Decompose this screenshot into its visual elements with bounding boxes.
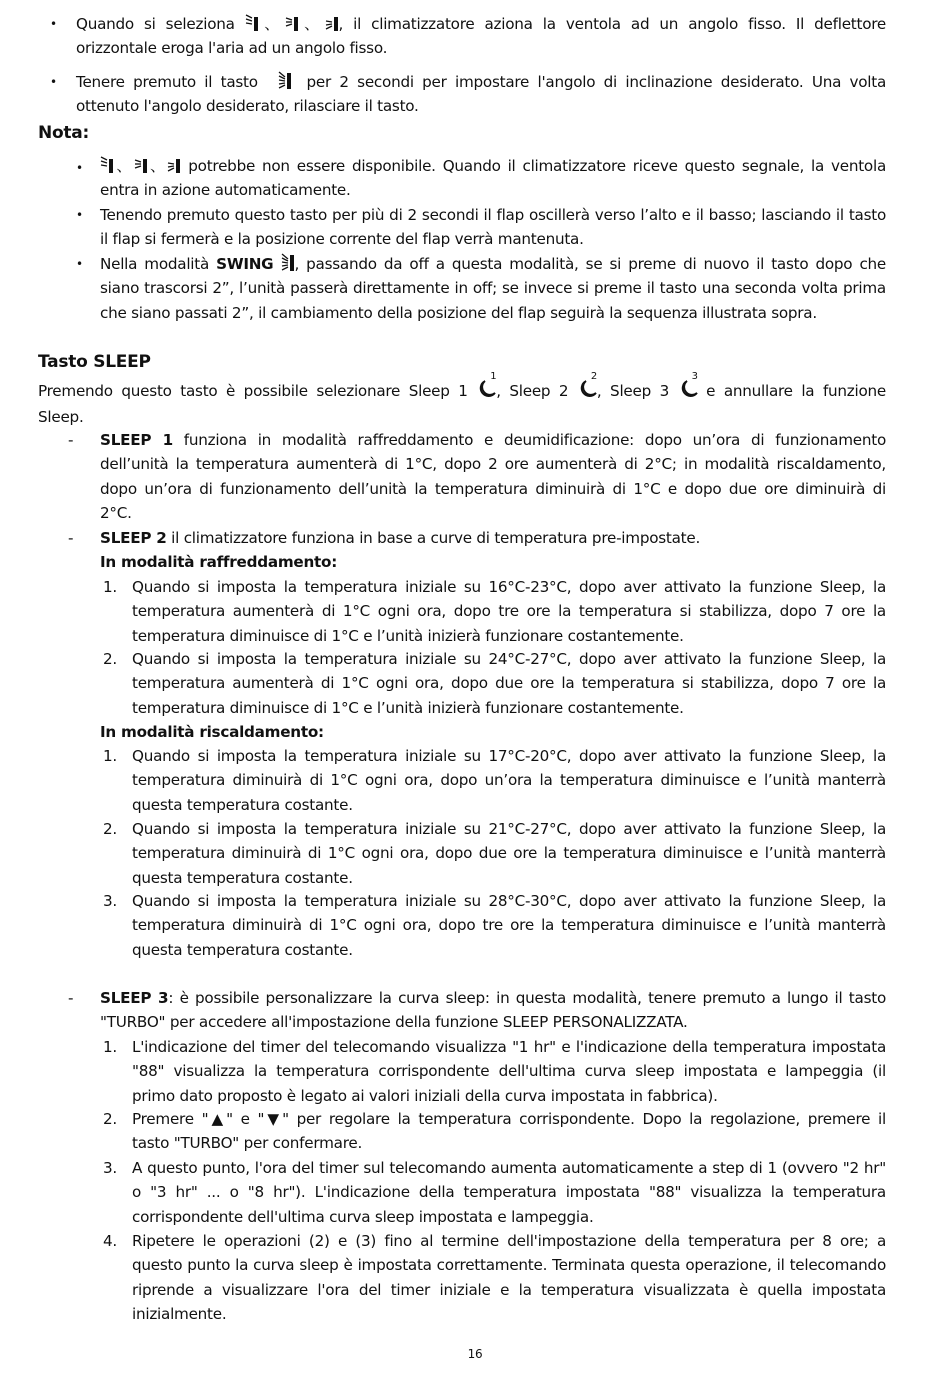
bullet-dot: • (50, 17, 57, 31)
cooling-item-2 (132, 647, 886, 720)
swing-up-icon (245, 12, 259, 32)
bullet-dot: • (76, 161, 83, 175)
sleep-intro-text: e annullare la funzione (697, 382, 886, 400)
bullet-text: per 2 secondi per impostare l'angolo di inclinazione desiderato. Una volta (298, 73, 887, 91)
icon-separator: 、 (258, 15, 285, 33)
nota-text: che siano passati 2”, il cambiamento della posizione del flap seguirà la sequenza illustrata sopra. (100, 303, 817, 322)
sleep-intro-text: , Sleep 2 (496, 382, 569, 400)
list-text: temperatura aumenterà di 1°C ogni ora, dopo due ore la temperatura si stabilizza, dopo 7 ore la (132, 674, 886, 693)
bullet-item-fixed-angle (76, 12, 886, 61)
list-text: temperatura diminuirà di 1°C ogni ora, dopo un’ora la temperatura diminuisce e l’unità manterrà (132, 771, 886, 790)
swing-all-icon (281, 252, 295, 272)
icon-separator: 、 (147, 157, 168, 175)
page-number: 16 (467, 1347, 483, 1361)
list-text: temperatura diminuirà di 1°C ogni ora, dopo tre ore la temperatura diminuisce e l’unità manterrà (132, 916, 886, 935)
sleep-intro-text: , Sleep 3 (596, 382, 669, 400)
moon-number: 1 (490, 371, 497, 382)
list-text: Ripetere le operazioni (2) e (3) fino al termine dell'impostazione della temperatura per 8 ore; a (132, 1232, 886, 1250)
sleep-1-text: funziona in modalità raffreddamento e deumidificazione: dopo un’ora di funzionamento (172, 431, 887, 449)
heating-mode-heading: In modalità riscaldamento: (100, 723, 324, 741)
bullet-item-hold-angle (76, 70, 886, 119)
list-text: Quando si imposta la temperatura iniziale su 17°C-20°C, dopo aver attivato la funzione Sleep, la (132, 747, 886, 765)
list-text: temperatura diminuisce di 1°C e l’unità inizierà funzionare costantemente. (132, 698, 684, 717)
dash-marker: - (68, 989, 74, 1007)
cooling-mode-heading: In modalità raffreddamento: (100, 553, 338, 572)
swing-middle-icon (134, 154, 148, 174)
sleep-3-step-3 (132, 1156, 886, 1229)
sleep-1-section (100, 428, 886, 526)
sleep-2-text: il climatizzatore funziona in base a curve di temperatura pre-impostate. (166, 529, 701, 547)
list-text: L'indicazione del timer del telecomando visualizza "1 hr" e l'indicazione della temperatura impostata (132, 1038, 886, 1056)
sleep-heading: Tasto SLEEP (38, 352, 151, 372)
list-number: 1. (103, 1038, 117, 1056)
bullet-dot: • (76, 257, 83, 271)
sleep-1-text: dell’unità la temperatura aumenterà di 1°C, dopo 2 ore aumenterà di 2°C; in modalità riscaldamento, (100, 455, 886, 474)
nota-item-swing-mode (100, 252, 886, 325)
list-text: "88" visualizza la temperatura corrispondente dell'ultima curva sleep impostata e lampeggia (il (132, 1062, 886, 1081)
list-text: Quando si imposta la temperatura iniziale su 16°C-23°C, dopo aver attivato la funzione Sleep, la (132, 578, 886, 596)
sleep-3-step-4 (132, 1229, 886, 1327)
sleep-2-label: SLEEP 2 (100, 529, 167, 547)
bullet-text: ottenuto l'angolo desiderato, rilasciare il tasto. (76, 97, 419, 116)
nota-text: Nella modalità (100, 255, 217, 273)
list-number: 1. (103, 578, 117, 596)
list-text: o "3 hr" ... o "8 hr"). L'indicazione della temperatura impostata "88" visualizza la temperatura (132, 1183, 886, 1202)
heating-item-3 (132, 889, 886, 962)
nota-item-availability (100, 154, 886, 203)
swing-mode-label: SWING (216, 255, 274, 273)
list-text: tasto "TURBO" per confermare. (132, 1134, 363, 1153)
bullet-text: , il climatizzatore aziona la ventola ad un angolo fisso. Il deflettore (338, 15, 887, 33)
dash-marker: - (68, 431, 74, 449)
list-text: Quando si imposta la temperatura iniziale su 21°C-27°C, dopo aver attivato la funzione Sleep, la (132, 820, 886, 838)
bullet-text: Quando si seleziona (76, 15, 235, 33)
list-number: 3. (103, 1159, 117, 1177)
sleep-1-text: 2°C. (100, 504, 132, 523)
icon-separator: 、 (298, 15, 325, 33)
sleep-3-section (100, 986, 886, 1035)
bullet-dot: • (76, 208, 83, 222)
list-number: 2. (103, 650, 117, 668)
list-number: 2. (103, 820, 117, 838)
nota-text: il flap si fermerà e la posizione corrente del flap verrà mantenuta. (100, 230, 584, 249)
sleep-3-text: : è possibile personalizzare la curva sleep: in questa modalità, tenere premuto a lungo il tasto (168, 989, 886, 1007)
list-text: temperatura aumenterà di 1°C ogni ora, dopo tre ore la temperatura si stabilizza, dopo 7 ore la (132, 602, 886, 621)
heating-item-1 (132, 744, 886, 817)
sleep-1-text: dopo un’ora di funzionamento dell’unità la temperatura diminuirà di 1°C e dopo due ore diminuirà di (100, 479, 886, 498)
dash-marker: - (68, 529, 74, 547)
sleep-1-moon-icon (476, 371, 497, 405)
list-number: 1. (103, 747, 117, 765)
list-text: questo punto la curva sleep è impostata correttamente. Terminata questa operazione, il telecomando (132, 1256, 886, 1275)
list-text: corrispondente dell'ultima curva sleep impostata e lampeggia. (132, 1207, 594, 1226)
list-number: 2. (103, 1110, 117, 1128)
list-text: Quando si imposta la temperatura iniziale su 28°C-30°C, dopo aver attivato la funzione Sleep, la (132, 892, 886, 910)
bullet-text: orizzontale eroga l'aria ad un angolo fisso. (76, 39, 388, 58)
nota-text: siano trascorsi 2”, l’unità passerà direttamente in off; se invece si preme il tasto una seconda volta prima (100, 279, 886, 298)
sleep-1-label: SLEEP 1 (100, 431, 173, 449)
sleep-intro-text: Sleep. (38, 408, 84, 427)
nota-text: potrebbe non essere disponibile. Quando il climatizzatore riceve questo segnale, la ventola (181, 157, 886, 175)
list-text: temperatura diminuisce di 1°C e l’unità inizierà funzionare costantemente. (132, 626, 684, 645)
list-text: riprende a visualizzare l'ora del timer iniziale e la temperatura visualizzata è quella impostata (132, 1280, 886, 1299)
swing-middle-icon (285, 12, 299, 32)
list-text: temperatura diminuirà di 1°C ogni ora, dopo due ore la temperatura diminuisce e l’unità manterrà (132, 844, 886, 863)
bullet-dot: • (50, 75, 57, 89)
swing-up-icon (100, 154, 114, 174)
bullet-text: Tenere premuto il tasto (76, 73, 258, 91)
icon-separator: 、 (114, 157, 134, 175)
list-text: Premere "▲" e "▼" per regolare la temperatura corrispondente. Dopo la regolazione, premere il (132, 1110, 886, 1128)
list-number: 3. (103, 892, 117, 910)
sleep-intro-text: Premendo questo tasto è possibile selezionare Sleep 1 (38, 382, 468, 400)
cooling-item-1 (132, 575, 886, 648)
nota-heading: Nota: (38, 123, 90, 143)
list-number: 4. (103, 1232, 117, 1250)
list-text: questa temperatura costante. (132, 795, 353, 814)
sleep-3-text: "TURBO" per accedere all'impostazione della funzione SLEEP PERSONALIZZATA. (100, 1013, 688, 1032)
heating-item-2 (132, 817, 886, 890)
sleep-3-moon-icon (678, 371, 698, 405)
nota-text: Tenendo premuto questo tasto per più di 2 secondi il flap oscillerà verso l’alto e il basso; lasciando il tasto (100, 206, 886, 224)
list-text: Quando si imposta la temperatura iniziale su 24°C-27°C, dopo aver attivato la funzione Sleep, la (132, 650, 886, 668)
list-text: inizialmente. (132, 1305, 227, 1324)
sleep-3-step-2 (132, 1107, 886, 1156)
sleep-3-label: SLEEP 3 (100, 989, 169, 1007)
sleep-2-moon-icon (577, 371, 598, 405)
moon-number: 3 (691, 371, 698, 382)
nota-text: entra in azione automaticamente. (100, 181, 351, 200)
list-text: questa temperatura costante. (132, 940, 353, 959)
nota-text: , passando da off a questa modalità, se si preme di nuovo il tasto dopo che (294, 255, 887, 273)
swing-down-icon (325, 12, 339, 32)
sleep-intro (38, 371, 886, 430)
list-text: questa temperatura costante. (132, 868, 353, 887)
sleep-3-step-1 (132, 1035, 886, 1108)
nota-item-flap-hold (100, 203, 886, 252)
list-text: A questo punto, l'ora del timer sul telecomando aumenta automaticamente a step di 1 (ovvero "2 hr" (132, 1159, 886, 1177)
sleep-2-section (100, 526, 886, 575)
swing-down-icon (167, 154, 181, 174)
moon-number: 2 (590, 371, 598, 382)
swing-all-icon (278, 70, 292, 90)
list-text: primo dato proposto è legato ai valori iniziali della curva impostata in fabbrica). (132, 1086, 718, 1105)
